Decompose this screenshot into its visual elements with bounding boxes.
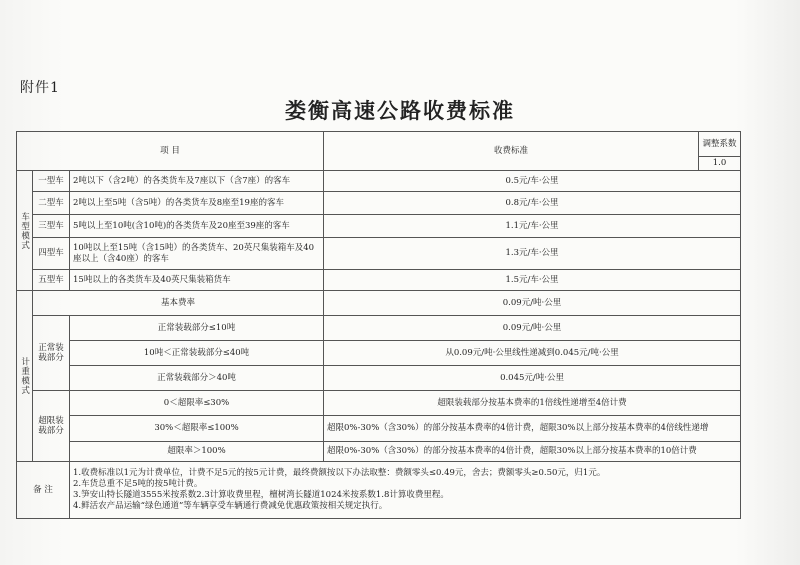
overload-label: 超限装载部分 — [33, 391, 70, 462]
vehicle-desc: 2吨以下（含2吨）的各类货车及7座以下（含7座）的客车 — [70, 171, 324, 192]
condition-fee: 0.045元/吨·公里 — [324, 366, 741, 391]
note-line: 1.收费标准以1元为计费单位，计费不足5元的按5元计费，最终费额按以下办法取整：费额零头≤0.49元，舍去；费额零头≥0.50元，归1元。 — [73, 467, 606, 478]
condition-fee: 超限装载部分按基本费率的1倍线性递增至4倍计费 — [324, 391, 741, 416]
notes-content — [70, 462, 741, 519]
vehicle-fee: 0.5元/车·公里 — [324, 171, 741, 192]
table-row — [17, 391, 741, 416]
attachment-label: 附件1 — [20, 80, 60, 96]
header-fee-standard: 收费标准 — [324, 132, 699, 171]
vehicle-type: 一型车 — [33, 171, 70, 192]
table-row — [17, 442, 741, 462]
vehicle-desc: 10吨以上至15吨（含15吨）的各类货车、20英尺集装箱车及40座以上（含40座）的客车 — [70, 238, 324, 270]
table-row — [17, 291, 741, 316]
vehicle-desc: 15吨以上的各类货车及40英尺集装箱货车 — [70, 270, 324, 291]
header-item: 项 目 — [17, 132, 324, 171]
table-row — [17, 238, 741, 270]
vehicle-mode-label: 车型模式 — [17, 171, 33, 291]
normal-load-label: 正常装载部分 — [33, 316, 70, 391]
vehicle-fee: 1.1元/车·公里 — [324, 215, 741, 238]
table-row — [17, 171, 741, 192]
vehicle-fee: 1.3元/车·公里 — [324, 238, 741, 270]
condition-fee: 从0.09元/吨·公里线性递减到0.045元/吨·公里 — [324, 341, 741, 366]
condition: 正常装载部分＞40吨 — [70, 366, 324, 391]
base-rate-label: 基本费率 — [33, 291, 324, 316]
condition-fee: 超限0%-30%（含30%）的部分按基本费率的4倍计费，超限30%以上部分按基本费率的10倍计费 — [324, 442, 741, 462]
table-row — [17, 366, 741, 391]
condition: 正常装载部分≤10吨 — [70, 316, 324, 341]
toll-table — [16, 131, 741, 519]
note-line: 4.鲜活农产品运输“绿色通道”等车辆享受车辆通行费减免优惠政策按相关规定执行。 — [73, 501, 388, 512]
condition: 0＜超限率≤30% — [70, 391, 324, 416]
notes-label: 备 注 — [17, 462, 70, 519]
condition-fee: 超限0%-30%（含30%）的部分按基本费率的4倍计费，超限30%以上部分按基本费率的4倍线性递增 — [324, 416, 741, 442]
condition: 超限率＞100% — [70, 442, 324, 462]
table-row — [17, 316, 741, 341]
condition: 10吨＜正常装载部分≤40吨 — [70, 341, 324, 366]
header-row — [17, 132, 741, 157]
table-row — [17, 215, 741, 238]
condition-fee: 0.09元/吨·公里 — [324, 316, 741, 341]
vehicle-type: 四型车 — [33, 238, 70, 270]
weight-mode-label: 计重模式 — [17, 291, 33, 462]
table-row — [17, 270, 741, 291]
notes-row — [17, 462, 741, 519]
header-adjust-value: 1.0 — [699, 157, 741, 171]
vehicle-type: 二型车 — [33, 192, 70, 215]
note-line: 3.笋安山特长隧道3555米按系数2.3计算收费里程，檀树湾长隧道1024米按系数1.8计算收费里程。 — [73, 490, 449, 500]
vehicle-fee: 0.8元/车·公里 — [324, 192, 741, 215]
vehicle-desc: 2吨以上至5吨（含5吨）的各类货车及8座至19座的客车 — [70, 192, 324, 215]
table-row — [17, 416, 741, 442]
header-adjust-label: 调整系数 — [699, 132, 741, 157]
note-line: 2.车货总重不足5吨的按5吨计费。 — [73, 478, 203, 489]
table-row — [17, 341, 741, 366]
vehicle-type: 三型车 — [33, 215, 70, 238]
vehicle-type: 五型车 — [33, 270, 70, 291]
vehicle-desc: 5吨以上至10吨(含10吨)的各类货车及20座至39座的客车 — [70, 215, 324, 238]
table-row — [17, 192, 741, 215]
vehicle-fee: 1.5元/车·公里 — [324, 270, 741, 291]
page-title: 娄衡高速公路收费标准 — [285, 98, 515, 123]
base-rate-value: 0.09元/吨·公里 — [324, 291, 741, 316]
condition: 30%＜超限率≤100% — [70, 416, 324, 442]
